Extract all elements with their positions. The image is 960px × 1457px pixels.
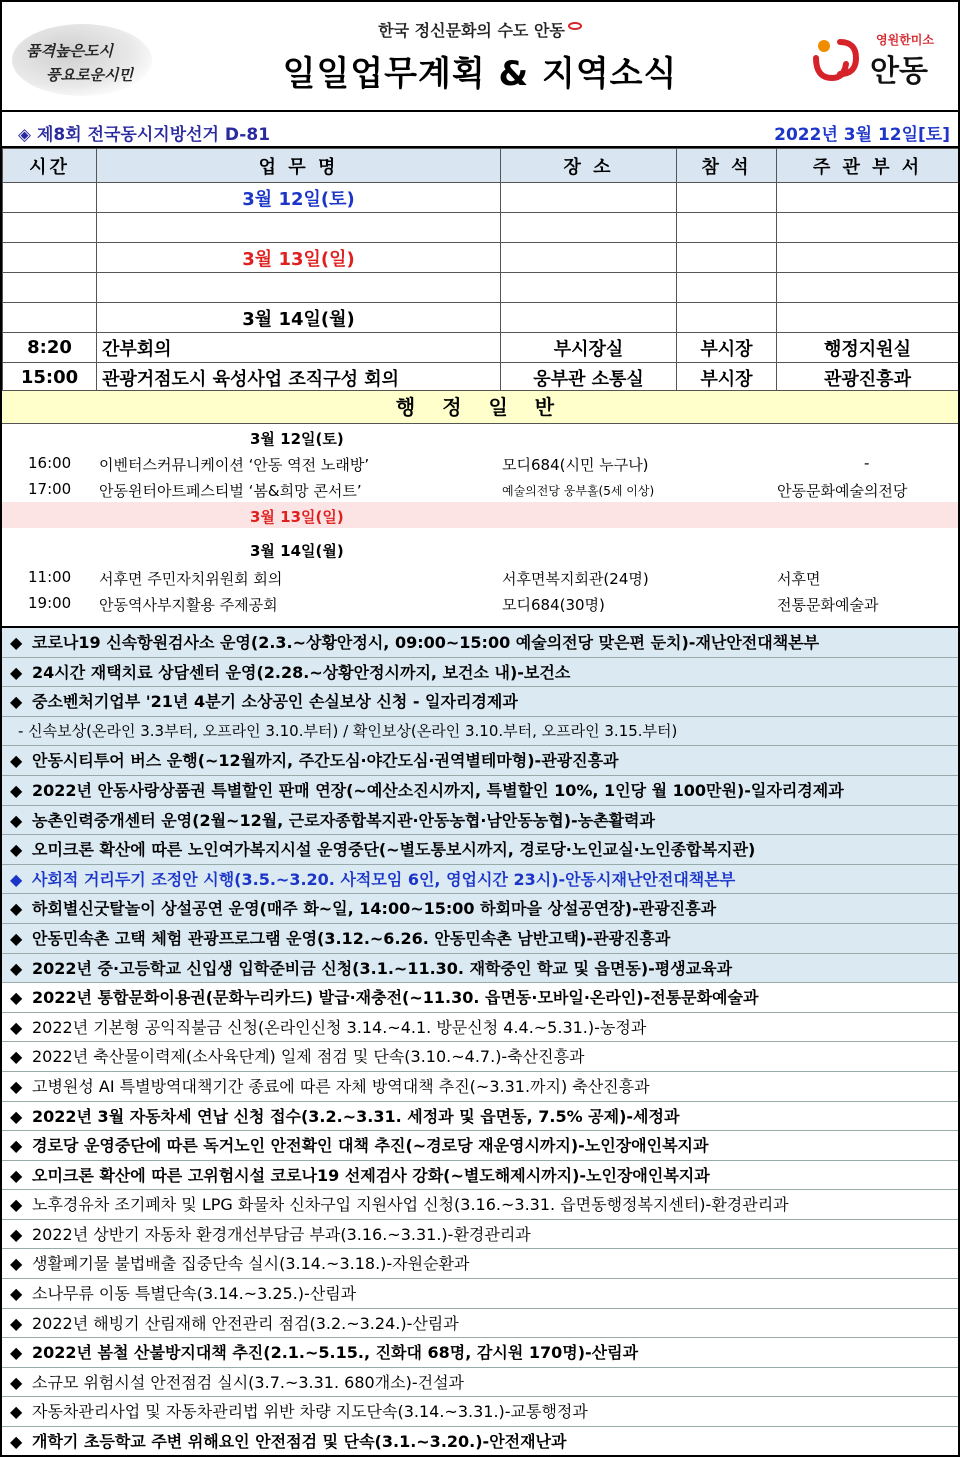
- diamond-bullet-icon: ◆: [10, 751, 23, 771]
- list-item: ◆ 생활폐기물 불법배출 집중단속 실시(3.14.~3.18.)-자원순환과: [2, 1249, 958, 1279]
- section-title: 행 정 일 반: [2, 390, 958, 424]
- slogan-line1: 품격높은도시: [26, 42, 113, 60]
- row-time: 8:20: [3, 333, 97, 363]
- list-item: ◆ 사회적 거리두기 조정안 시행(3.5.~3.20. 사적모임 6인, 영업시간 23시)-안동시재난안전대책본부: [2, 865, 958, 895]
- diamond-bullet-icon: ◆: [10, 1047, 23, 1067]
- election-countdown: ◈ 제8회 전국동시지방선거 D-81: [18, 125, 271, 145]
- row-dept: 행정지원실: [777, 333, 959, 363]
- list-item: ◆ 안동시티투어 버스 운행(~12월까지, 주간도심·야간도심·권역별테마형)-관광진흥과: [2, 746, 958, 776]
- diamond-bullet-icon: ◆: [10, 1284, 23, 1304]
- list-item: ◆ 2022년 3월 자동차세 연납 신청 접수(3.2.~3.31. 세정과 및 읍면동, 7.5% 공제)-세정과: [2, 1102, 958, 1132]
- diamond-bullet-icon: ◆: [10, 840, 23, 860]
- list-item: ◆ 오미크론 확산에 따른 노인여가복지시설 운영중단(~별도통보시까지, 경로당·노인교실·노인종합복지관): [2, 835, 958, 865]
- diamond-bullet-icon: ◆: [10, 1017, 23, 1037]
- table-row: [3, 183, 959, 213]
- list-item: ◆ 소규모 위험시설 안전점검 실시(3.7.~3.31. 680개소)-건설과: [2, 1368, 958, 1398]
- diamond-bullet-icon: ◆: [10, 810, 23, 830]
- list-item: ◆ 농촌인력중개센터 운영(2월~12월, 근로자종합복지관·안동농협·남안동농협)-농촌활력과: [2, 806, 958, 836]
- table-row: [3, 243, 959, 273]
- list-item: ◆ 경로당 운영중단에 따른 독거노인 안전확인 대책 추진(~경로당 재운영시까지)-노인장애인복지과: [2, 1131, 958, 1161]
- event-place: 모디684(시민 누구나): [502, 456, 649, 474]
- list-item: ◆ 2022년 기본형 공익직불금 신청(온라인신청 3.14.~4.1. 방문신청 4.4.~5.31.)-농정과: [2, 1013, 958, 1043]
- date-mon: 3월 14일(월): [97, 303, 501, 333]
- logo-name: 안동: [870, 54, 928, 89]
- diamond-bullet-icon: ◆: [10, 1076, 23, 1096]
- list-item: ◆ 2022년 통합문화이용권(문화누리카드) 발급·재충전(~11.30. 읍면동·모바일·온라인)-전통문화예술과: [2, 983, 958, 1013]
- list-item: ◆ 2022년 안동사랑상품권 특별할인 판매 연장(~예산소진시까지, 특별할인 10%, 1인당 월 100만원)-일자리경제과: [2, 776, 958, 806]
- info-bar: [2, 112, 958, 148]
- diamond-bullet-icon: ◆: [10, 633, 23, 652]
- notice-list: [2, 626, 958, 1457]
- diamond-bullet-icon: ◆: [10, 1432, 23, 1452]
- list-item: [2, 564, 958, 590]
- row-attend: 부시장: [677, 333, 777, 363]
- list-item: ◆ 노후경유차 조기폐차 및 LPG 화물차 신차구입 지원사업 신청(3.16.~3.31. 읍면동행정복지센터)-환경관리과: [2, 1190, 958, 1220]
- diamond-bullet-icon: ◆: [10, 1343, 23, 1363]
- event-date-sun: 3월 13일(일): [250, 508, 344, 526]
- document-date: 2022년 3월 12일[토]: [774, 125, 950, 145]
- list-item: ◆ 자동차관리사업 및 자동차관리법 위반 차량 지도단속(3.14.~3.31.)-교통행정과: [2, 1397, 958, 1427]
- row-place: 웅부관 소통실: [501, 363, 677, 393]
- row-time: 15:00: [3, 363, 97, 393]
- sunday-band: [2, 502, 958, 528]
- event-date-mon: 3월 14일(월): [250, 542, 344, 560]
- diamond-bullet-icon: ◆: [10, 928, 23, 948]
- row-task: 관광거점도시 육성사업 조직구성 회의: [97, 363, 501, 393]
- list-item: [2, 476, 958, 502]
- date-sat: 3월 12일(토): [97, 183, 501, 213]
- list-item: ◆ 오미크론 확산에 따른 고위험시설 코로나19 선제검사 강화(~별도해제시까지)-노인장애인복지과: [2, 1161, 958, 1191]
- event-time: 11:00: [28, 568, 72, 586]
- list-item: [2, 450, 958, 476]
- diamond-bullet-icon: ◆: [10, 1224, 23, 1244]
- diamond-bullet-icon: ◆: [10, 899, 23, 919]
- schedule-table: [2, 148, 959, 393]
- event-time: 19:00: [28, 594, 72, 612]
- table-row: [3, 273, 959, 303]
- event-name: 이벤터스커뮤니케이션 ‘안동 역전 노래방’: [99, 456, 370, 474]
- row-place: 부시장실: [501, 333, 677, 363]
- diamond-bullet-icon: ◆: [10, 1165, 23, 1185]
- diamond-bullet-icon: ◆: [10, 958, 23, 978]
- logo-tagline: 영원한미소: [876, 33, 934, 47]
- diamond-bullet-icon: ◆: [10, 1106, 23, 1126]
- event-org: 전통문화예술과: [777, 596, 879, 614]
- andong-logo: [810, 28, 950, 88]
- list-item: ◆ 중소벤처기업부 '21년 4분기 소상공인 손실보상 신청 - 일자리경제과: [2, 687, 958, 717]
- diamond-bullet-icon: ◆: [10, 1254, 23, 1274]
- event-time: 17:00: [28, 480, 72, 498]
- col-header-task: 업 무 명: [97, 149, 501, 183]
- col-header-place: 장 소: [501, 149, 677, 183]
- row-task: 간부회의: [97, 333, 501, 363]
- smile-icon: [568, 22, 582, 30]
- list-item: ◆ 하회별신굿탈놀이 상설공연 운영(매주 화~일, 14:00~15:00 하회마을 상설공연장)-관광진흥과: [2, 894, 958, 924]
- diamond-bullet-icon: ◆: [10, 1195, 23, 1215]
- table-header-row: [3, 149, 959, 183]
- diamond-bullet-icon: ◆: [10, 869, 23, 889]
- event-place: 예술의전당 웅부홀(5세 이상): [502, 484, 655, 498]
- table-row: [3, 213, 959, 243]
- list-item: ◆ 2022년 중·고등학교 신입생 입학준비금 신청(3.1.~11.30. 재학중인 학교 및 읍면동)-평생교육과: [2, 954, 958, 984]
- list-item: ◆ 안동민속촌 고택 체험 관광프로그램 운영(3.12.~6.26. 안동민속촌 남반고택)-관광진흥과: [2, 924, 958, 954]
- list-item: ◆ 2022년 봄철 산불방지대책 추진(2.1.~5.15., 진화대 68명, 감시원 170명)-산림과: [2, 1338, 958, 1368]
- date-sun: 3월 13일(일): [97, 243, 501, 273]
- row-dept: 관광진흥과: [777, 363, 959, 393]
- diamond-bullet-icon: ◆: [10, 780, 23, 800]
- diamond-bullet-icon: ◆: [10, 1313, 23, 1333]
- event-name: 안동역사부지활용 주제공회: [99, 596, 278, 614]
- event-date-sat: 3월 12일(토): [250, 430, 344, 448]
- andong-logo-mark-icon: [810, 32, 862, 84]
- slogan-line2: 풍요로운시민: [46, 66, 133, 84]
- col-header-time: 시간: [3, 149, 97, 183]
- list-item: ◆ 24시간 재택치료 상담센터 운영(2.28.~상황안정시까지, 보건소 내)-보건소: [2, 658, 958, 688]
- row-attend: 부시장: [677, 363, 777, 393]
- event-org: 안동문화예술의전당: [777, 482, 908, 500]
- header: [2, 2, 958, 112]
- diamond-bullet-icon: ◆: [10, 692, 23, 712]
- event-org: -: [864, 454, 870, 472]
- table-row: [3, 333, 959, 363]
- list-item: ◆ 고병원성 AI 특별방역대책기간 종료에 따른 자체 방역대책 추진(~3.31.까지) 축산진흥과: [2, 1072, 958, 1102]
- col-header-attend: 참 석: [677, 149, 777, 183]
- diamond-bullet-icon: ◆: [10, 1372, 23, 1392]
- list-item: ◆ 2022년 해빙기 산림재해 안전관리 점검(3.2.~3.24.)-산림과: [2, 1309, 958, 1339]
- list-item: ◆ 2022년 상반기 자동차 환경개선부담금 부과(3.16.~3.31.)-환경관리과: [2, 1220, 958, 1250]
- diamond-bullet-icon: ◆: [10, 662, 23, 682]
- event-time: 16:00: [28, 454, 72, 472]
- header-kicker: 한국 정신문화의 수도 안동: [2, 18, 958, 41]
- events-list: [2, 424, 958, 626]
- list-item: ◆ 개학기 초등학교 주변 위해요인 안전점검 및 단속(3.1.~3.20.)-안전재난과: [2, 1427, 958, 1457]
- diamond-bullet-icon: ◆: [10, 1402, 23, 1422]
- table-row: [3, 363, 959, 393]
- list-item: ◆ 코로나19 신속항원검사소 운영(2.3.~상황안정시, 09:00~15:00 예술의전당 맞은편 둔치)-재난안전대책본부: [2, 628, 958, 658]
- event-place: 서후면복지회관(24명): [502, 570, 649, 588]
- list-item: [2, 590, 958, 616]
- table-row: [3, 303, 959, 333]
- list-item: ◆ 2022년 축산물이력제(소사육단계) 일제 점검 및 단속(3.10.~4.7.)-축산진흥과: [2, 1042, 958, 1072]
- col-header-dept: 주 관 부 서: [777, 149, 959, 183]
- page-title: 일일업무계획 & 지역소식: [282, 54, 678, 94]
- event-name: 안동윈터아트페스티벌 ‘봄&희망 콘서트’: [99, 482, 362, 500]
- event-name: 서후면 주민자치위원회 회의: [99, 570, 283, 588]
- list-item: - 신속보상(온라인 3.3부터, 오프라인 3.10.부터) / 확인보상(온라인 3.10.부터, 오프라인 3.15.부터): [2, 717, 958, 747]
- event-org: 서후면: [777, 570, 821, 588]
- diamond-bullet-icon: ◆: [10, 988, 23, 1008]
- list-item: ◆ 소나무류 이동 특별단속(3.14.~3.25.)-산림과: [2, 1279, 958, 1309]
- event-place: 모디684(30명): [502, 596, 605, 614]
- diamond-bullet-icon: ◆: [10, 1136, 23, 1156]
